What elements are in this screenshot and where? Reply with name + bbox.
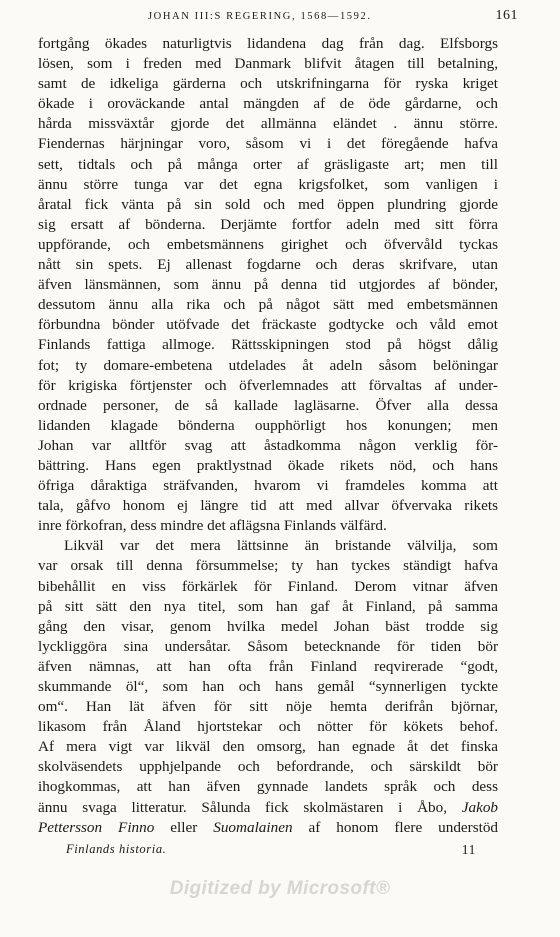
text-line: gång den visar, genom hvilka medel Johan bäst trodde sig: [38, 617, 498, 635]
signature-title: Finlands historia.: [66, 842, 167, 856]
text-line: äfven nämnas, att han ofta från Finland reqvirerade “godt,: [38, 657, 498, 675]
text-line: uppförande, och embetsmännens girighet och öfvervåld tyckas: [38, 235, 498, 253]
text-line: fot; ty domare-embetena utdelades åt adeln såsom belöningar: [38, 356, 498, 374]
text-line: öfriga dåraktiga sträfvanden, hvarom vi framdeles komma att: [38, 477, 498, 495]
text-line: var orsak till denna försummelse; ty han tyckes ständigt hafva: [38, 557, 498, 575]
text-line: åratal fick vänta på sin sold och med öppen plundring gjorde: [38, 195, 498, 213]
text-line: sett, tidtals och på många orter af gräsligaste art; men till: [38, 155, 498, 173]
person-name-alias: Suomalainen: [213, 818, 293, 836]
running-head: [40, 8, 520, 26]
text-line: för krigiska förtjenster och öfverlemnades att förvaltas af under-: [38, 376, 498, 394]
text-line-with-name: [38, 798, 498, 818]
text-line-lead: ännu svaga litteratur. Sålunda fick skolmästaren i Åbo,: [38, 798, 448, 816]
digitization-watermark: Digitized by Microsoft®: [169, 878, 391, 899]
text-line: Fiendernas härjningar voro, såsom vi i det föregående hafva: [38, 135, 498, 153]
text-connector: eller: [170, 818, 198, 836]
text-line: ökade i oroväckande antal mängden af de öde gårdarne, och: [38, 95, 498, 113]
text-line: bättring. Hans egen praktlystnad ökade rikets nöd, och hans: [38, 456, 498, 474]
text-line: likasom från Åland hjortstekar och nötter för kökets behof.: [38, 718, 498, 736]
signature-line: [66, 842, 476, 860]
text-line-with-names: [38, 818, 498, 838]
text-line: samt de idkeliga gärderna och utskrifningarna för ryska kriget: [38, 75, 498, 93]
text-line: om“. Han lät äfven för sitt nöje hemta derifrån björnar,: [38, 698, 498, 716]
text-line: Likväl var det mera lättsinne än bristande välvilja, som: [64, 537, 498, 555]
text-line: hårda missväxtår gjorde det allmänna eländet . ännu större.: [38, 115, 498, 133]
text-line: ordnade personer, de så kallade lagläsarne. Öfver alla dessa: [38, 396, 498, 414]
text-line: Finlands fattiga allmoge. Rättsskipningen stod på högst dålig: [38, 336, 498, 354]
text-line: fortgång ökades naturligtvis lidandena dag från dag. Elfsborgs: [38, 35, 498, 52]
text-line: skummande öl“, som han och hans gemål “synnerligen tyckte: [38, 678, 498, 695]
text-line: Af mera vigt var likväl den omsorg, han egnade åt det finska: [38, 738, 498, 756]
text-line-tail: af honom flere understöd: [308, 818, 498, 836]
running-head-title: JOHAN III:S REGERING, 1568—1592.: [148, 11, 372, 22]
body-text: [38, 34, 498, 838]
signature-number: 11: [461, 842, 476, 857]
text-line: inre förkofran, dess mindre det aflägsna Finlands välfärd.: [38, 517, 387, 535]
text-line: ihogkommas, att han äfven gynnade landets språk och dess: [38, 778, 498, 796]
text-line: tala, gåfvo honom ej längre tid att med allvar öfvervaka rikets: [38, 497, 498, 515]
person-name-surname: Pettersson Finno: [38, 818, 155, 836]
text-line: Johan var alltför svag att åstadkomma någon verklig för-: [38, 436, 498, 454]
text-line: sig ersatt af bönderna. Derjämte fortfor adeln med sitt förra: [38, 215, 498, 233]
text-line: lidanden klagade bönderna oupphörligt hos konungen; men: [38, 416, 498, 434]
text-line: äfven länsmännen, som ännu på denna tid utgjordes af bönder,: [38, 276, 498, 294]
text-line: ännu större tunga var det egna krigsfolket, som vanligen i: [38, 175, 498, 193]
page-number: 161: [495, 8, 518, 23]
text-line: skolväsendets upphjelpande och befordrande, och särskildt bör: [38, 758, 498, 776]
person-name-first: Jakob: [461, 798, 498, 816]
text-line: på sitt sätt den nya titel, som han gaf åt Finland, på samma: [38, 597, 498, 615]
text-line: nått sin spets. Ej allenast fogdarne och deras skrifvare, utan: [38, 256, 498, 274]
text-line: dessutom ännu alla rika och på något sätt med embetsmännen: [38, 296, 498, 314]
text-line: lyckliggöra sina undersåtar. Såsom betecknande för tiden bör: [38, 637, 498, 655]
text-line: förbundna bönder utöfvade det fräckaste godtycke och våld emot: [38, 316, 498, 334]
text-line: lösen, som i freden med Danmark blifvit åtagen till betalning,: [38, 55, 498, 73]
text-line: bibehållit en viss förkärlek för Finland. Derom vitnar äfven: [38, 577, 498, 595]
